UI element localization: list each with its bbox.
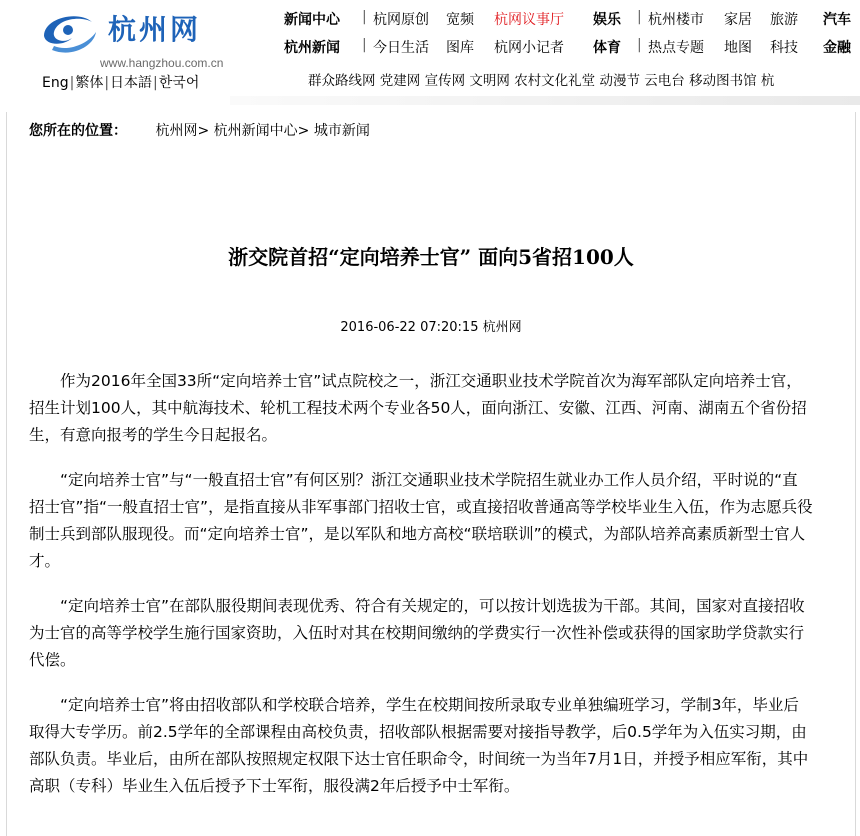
nav-item[interactable]: 移动图书馆	[689, 73, 757, 89]
lang-korean-link[interactable]: 한국어	[158, 75, 200, 91]
nav-item[interactable]: 娱乐	[593, 12, 621, 28]
nav-item[interactable]: 党建网	[379, 73, 421, 89]
breadcrumb	[29, 120, 370, 140]
nav-item[interactable]: 热点专题	[648, 40, 704, 56]
breadcrumb-label: 您所在的位置：	[29, 123, 127, 139]
nav-item[interactable]: 杭州楼市	[648, 12, 704, 28]
article-paragraph: “定向培养士官”将由招收部队和学校联合培养，学生在校期间按所录取专业单独编班学习，学制3年，毕业后取得大专学历。前2.5学年的全部课程由高校负责，招收部队根据需要对接指导教学，后0.5学年为入伍实习期，由部队负责。毕业后，由所在部队按照规定权限下达士官任职命令，时间统一为当年7月1日，并授予相应军衔，其中高职（专科）毕业生入伍后授予下士军衔，服役满2年后授予中士军衔。	[29, 696, 809, 795]
article-paragraph: “定向培养士官”与“一般直招士官”有何区别？浙江交通职业技术学院招生就业办工作人员介绍，平时说的“直招士官”指“一般直招士官”，是指直接从非军事部门招收士官，或直接招收普通高等学校毕业生入伍，作为志愿兵役制士兵到部队服现役。而“定向培养士官”，是以军队和地方高校“联培联训”的模式，为部队培养高素质新型士官人才。	[29, 471, 813, 570]
nav-item[interactable]: 宽频	[446, 12, 474, 28]
nav-item[interactable]: 杭州新闻	[284, 40, 340, 56]
nav-row-3	[308, 69, 774, 89]
nav-item[interactable]: 群众路线网	[308, 73, 376, 89]
article-paragraph: “定向培养士官”在部队服役期间表现优秀、符合有关规定的，可以按计划选拔为干部。其间，国家对直接招收为士官的高等学校学生施行国家资助，入伍时对其在校期间缴纳的学费实行一次性补偿或获得的国家助学贷款实行代偿。	[29, 597, 805, 669]
nav-item[interactable]: 新闻中心	[284, 12, 340, 28]
nav-item[interactable]: 杭网议事厅	[494, 12, 564, 28]
site-logo[interactable]	[38, 6, 228, 70]
nav-item[interactable]: 家居	[724, 12, 752, 28]
nav-item[interactable]: 文明网	[469, 73, 510, 89]
language-bar: Eng|繁体|日本語|한국어	[42, 75, 200, 91]
nav-item[interactable]: 动漫节	[599, 73, 640, 89]
article-body	[29, 368, 813, 818]
nav-item[interactable]: 杭网小记者	[494, 40, 564, 56]
nav-item[interactable]: 体育	[593, 40, 621, 56]
article-title: 浙交院首招“定向培养士官” 面向5省招100人	[228, 245, 634, 270]
logo-text: 杭州网	[108, 13, 202, 46]
nav-item[interactable]: 杭网原创	[373, 12, 429, 28]
nav-item[interactable]: 今日生活	[373, 40, 429, 56]
article-container	[6, 112, 856, 836]
article-meta: 2016-06-22 07:20:15 杭州网	[340, 320, 522, 335]
nav-item[interactable]: 科技	[770, 40, 798, 56]
nav-item[interactable]: 农村文化礼堂	[514, 73, 596, 89]
nav-item[interactable]: 杭	[760, 73, 775, 89]
nav-item[interactable]: 金融	[823, 40, 851, 56]
site-header: 杭州网 www.hangzhou.com.cn Eng|繁体|日本語|한국어 新闻中心 | 杭网原创 宽频 杭网议事厅 娱乐 | 杭州楼市 家居 旅游 汽车 杭州新闻 | 今日生活 图库 杭网小记者 体育 | 热点专题 地图 科技 金融 群众路线网 党建网 宣传网 文明网 农村文化礼堂 动漫节 云电台 移动图书馆 杭	[0, 0, 860, 112]
header-divider	[230, 96, 860, 105]
site-url: www.hangzhou.com.cn	[100, 56, 224, 70]
lang-english-link[interactable]: Eng	[42, 75, 69, 91]
article-paragraph: 作为2016年全国33所“定向培养士官”试点院校之一，浙江交通职业技术学院首次为海军部队定向培养士官，招生计划100人，其中航海技术、轮机工程技术两个专业各50人，面向浙江、安徽、江西、河南、湖南五个省份招生，有意向报考的学生今日起报名。	[29, 372, 807, 444]
lang-traditional-link[interactable]: 繁体	[75, 75, 104, 91]
nav-item[interactable]: 旅游	[770, 12, 798, 28]
nav-item[interactable]: 地图	[724, 40, 752, 56]
lang-japanese-link[interactable]: 日本語	[110, 75, 153, 91]
logo-swirl-icon	[38, 6, 102, 58]
nav-item[interactable]: 图库	[446, 40, 474, 56]
nav-item[interactable]: 云电台	[644, 73, 685, 89]
nav-item[interactable]: 宣传网	[424, 73, 466, 89]
nav-item[interactable]: 汽车	[823, 12, 851, 28]
breadcrumb-path[interactable]: 杭州网> 杭州新闻中心> 城市新闻	[155, 123, 370, 139]
